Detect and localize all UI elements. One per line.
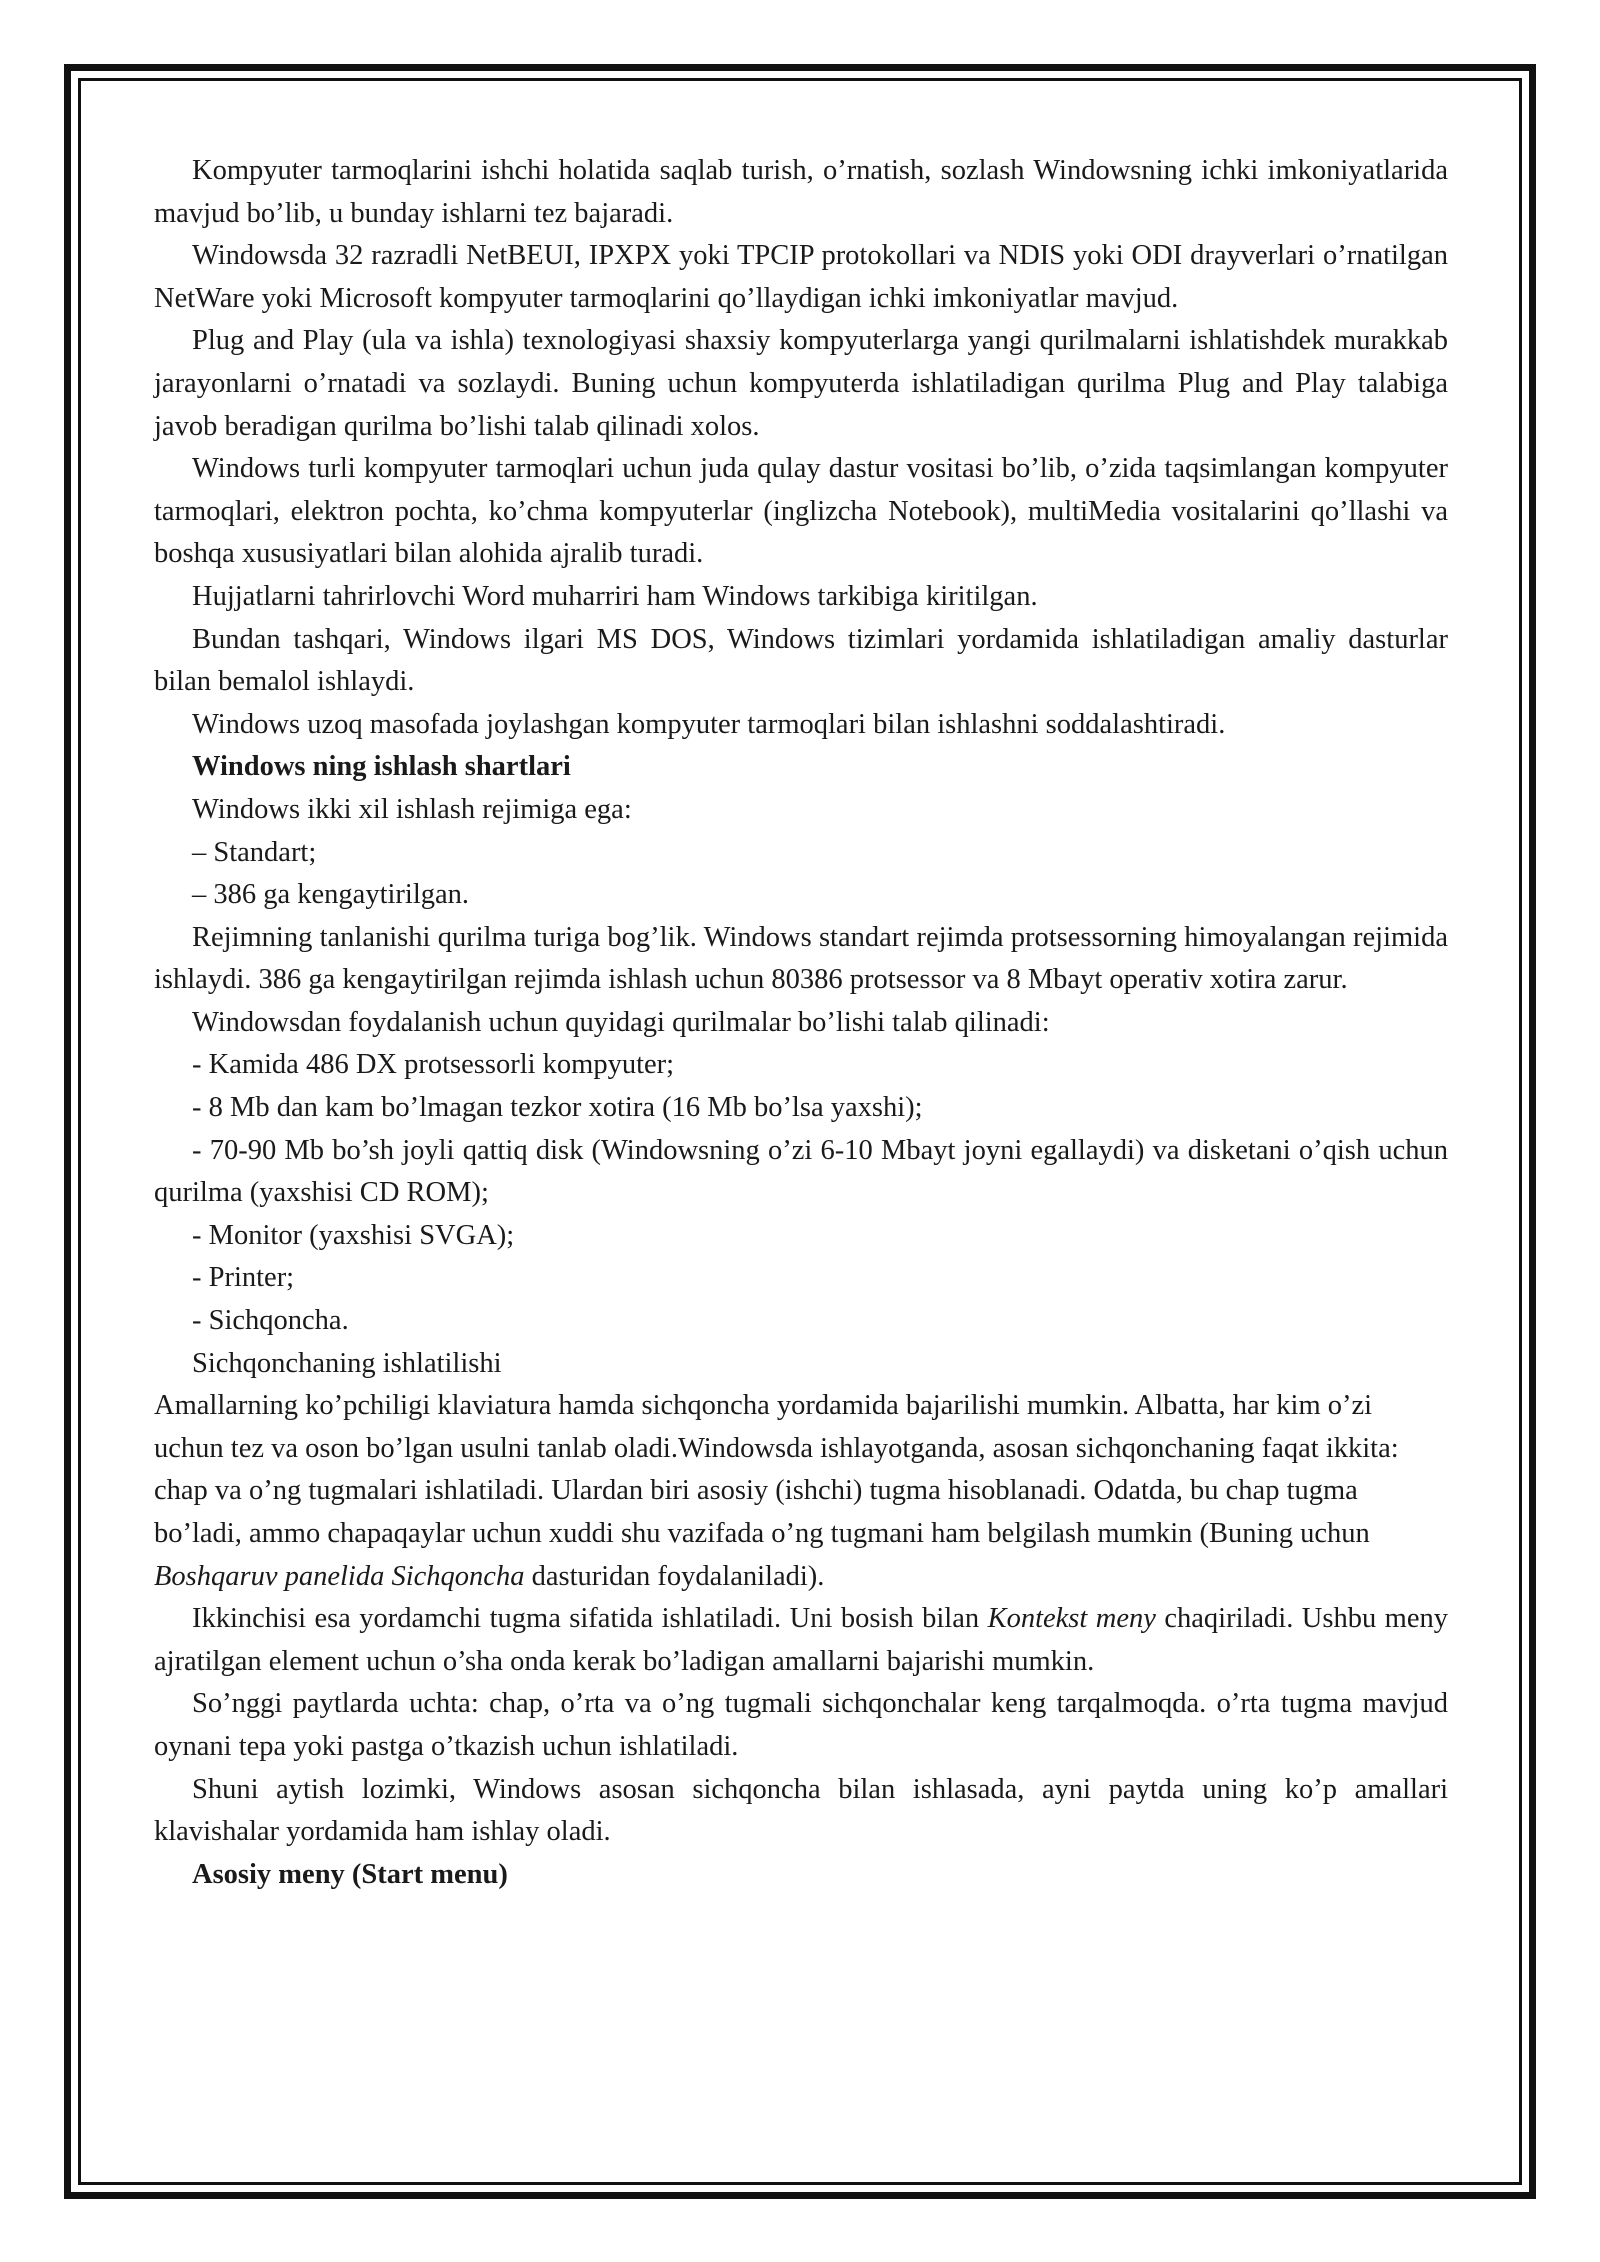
text-segment: Ikkinchisi esa yordamchi tugma sifatida ishlatiladi. Uni bosish bilan bbox=[192, 1603, 988, 1635]
list-item-printer: - Printer; bbox=[192, 1262, 295, 1294]
heading-working-conditions: Windows ning ishlash shartlari bbox=[192, 751, 571, 783]
list-item-processor: - Kamida 486 DX protsessorli kompyuter; bbox=[192, 1049, 675, 1081]
heading-mouse-usage: Sichqonchaning ishlatilishi bbox=[192, 1347, 502, 1379]
paragraph-two-modes: Windows ikki xil ishlash rejimiga ega: bbox=[192, 793, 632, 825]
list-item-memory: - 8 Mb dan kam bo’lmagan tezkor xotira (16 Mb bo’lsa yaxshi); bbox=[192, 1092, 923, 1124]
list-item-386-extended: – 386 ga kengaytirilgan. bbox=[192, 879, 470, 911]
paragraph-mode-selection: Rejimning tanlanishi qurilma turiga bog’lik. Windows standart rejimda protsessorning himoyalangan rejimida ishlaydi. 386 ga kengaytirilgan rejimda ishlash uchun 80386 protsessor va 8 Mbayt operativ xotira zarur. bbox=[154, 921, 1448, 996]
list-item-hard-disk: - 70-90 Mb bo’sh joyli qattiq disk (Windowsning o’zi 6-10 Mbayt joyni egallaydi) va disketani o’qish uchun qurilma (yaxshisi CD ROM); bbox=[154, 1134, 1448, 1209]
paragraph-three-button-mouse: So’nggi paytlarda uchta: chap, o’rta va o’ng tugmali sichqonchalar keng tarqalmoqda. o’rta tugma mavjud oynani tepa yoki pastga o’tkazish uchun ishlatiladi. bbox=[154, 1688, 1448, 1762]
paragraph-protocols: Windowsda 32 razradli NetBEUI, IPXPX yoki TPCIP protokollari va NDIS yoki ODI drayverlari o’rnatilgan NetWare yoki Microsoft kompyuter tarmoqlarini qo’llaydigan ichki imkoniyatlar mavjud. bbox=[154, 240, 1448, 314]
list-item-monitor: - Monitor (yaxshisi SVGA); bbox=[192, 1219, 515, 1251]
italic-term: Kontekst meny bbox=[987, 1603, 1156, 1635]
paragraph-network-maintenance: Kompyuter tarmoqlarini ishchi holatida saqlab turish, o’rnatish, sozlash Windowsning ichki imkoniyatlarida mavjud bo’lib, u bunday ishlarni tez bajaradi. bbox=[154, 155, 1448, 229]
paragraph-mouse-buttons bbox=[154, 1385, 1448, 1598]
italic-term: Boshqaruv panelida Sichqoncha bbox=[154, 1560, 525, 1592]
text-segment: Amallarning ko’pchiligi klaviatura hamda sichqoncha yordamida bajarilishi mumkin. Albatta, har kim o’zi uchun tez va oson bo’lgan usulni tanlab oladi.Windowsda ishlayotganda, asosan sichqonchaning faqat ikkita: chap va o’ng tugmalari ishlatiladi. Ulardan biri asosiy (ishchi) tugma hisoblanadi. Odatda, bu chap tugma bo’ladi, ammo chapaqaylar uchun xuddi shu vazifada o’ng tugmani ham belgilash mumkin (Buning uchun bbox=[154, 1390, 1399, 1549]
paragraph-network-tools: Windows turli kompyuter tarmoqlari uchun juda qulay dastur vositasi bo’lib, o’zida taqsimlangan kompyuter tarmoqlari, elektron pochta, ko’chma kompyuterlar (inglizcha Notebook), multiMedia vositalarini qo’llashi va boshqa xususiyatlari bilan alohida ajralib turadi. bbox=[154, 453, 1448, 570]
text-segment: dasturidan foydalaniladi). bbox=[524, 1560, 825, 1592]
paragraph-remote-networks: Windows uzoq masofada joylashgan kompyuter tarmoqlari bilan ishlashni soddalashtiradi. bbox=[192, 708, 1226, 740]
paragraph-plug-and-play: Plug and Play (ula va ishla) texnologiyasi shaxsiy kompyuterlarga yangi qurilmalarni ishlatishdek murakkab jarayonlarni o’rnatadi va sozlaydi. Buning uchun kompyuterda ishlatiladigan qurilma Plug and Play talabiga javob beradigan qurilma bo’lishi talab qilinadi xolos. bbox=[154, 325, 1448, 442]
heading-start-menu: Asosiy meny (Start menu) bbox=[192, 1858, 508, 1890]
paragraph-ms-dos-compat: Bundan tashqari, Windows ilgari MS DOS, Windows tizimlari yordamida ishlatiladigan amaliy dasturlar bilan bemalol ishlaydi. bbox=[154, 623, 1448, 698]
text-segment: chaqiriladi. Ushbu meny ajratilgan element uchun o’sha onda kerak bo’ladigan amallarni bajarishi mumkin. bbox=[154, 1603, 1448, 1677]
paragraph-word-editor: Hujjatlarni tahrirlovchi Word muharriri ham Windows tarkibiga kiritilgan. bbox=[192, 580, 1038, 612]
list-item-mouse: - Sichqoncha. bbox=[192, 1305, 349, 1337]
paragraph-requirements-intro: Windowsdan foydalanish uchun quyidagi qurilmalar bo’lishi talab qilinadi: bbox=[192, 1006, 1050, 1038]
list-item-standard: – Standart; bbox=[192, 836, 317, 868]
paragraph-keyboard-shortcuts: Shuni aytish lozimki, Windows asosan sichqoncha bilan ishlasada, ayni paytda uning ko’p amallari klavishalar yordamida ham ishlay oladi. bbox=[154, 1773, 1448, 1848]
document-body bbox=[154, 150, 1448, 1896]
paragraph-secondary-button bbox=[154, 1598, 1448, 1683]
